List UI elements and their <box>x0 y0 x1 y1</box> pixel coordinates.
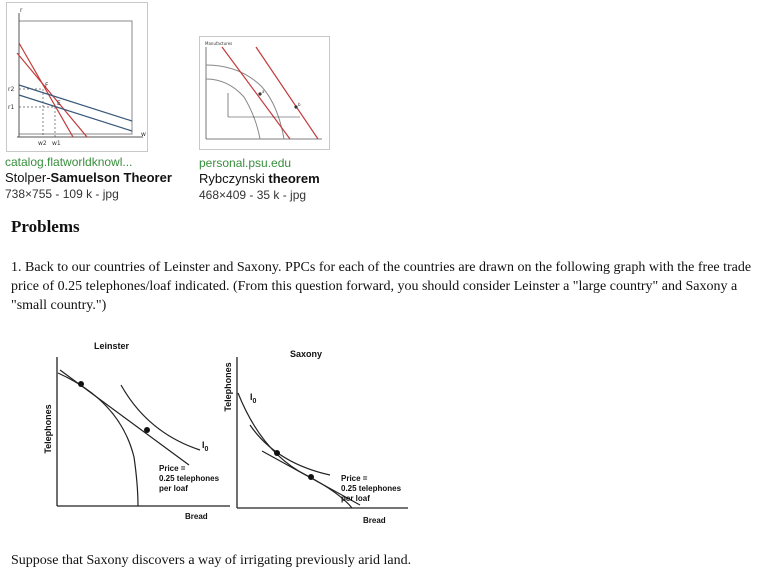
result-source[interactable]: catalog.flatworldknowl... <box>5 155 133 169</box>
axis-w-label: w <box>141 131 146 138</box>
image-result-stolper-samuelson[interactable] <box>0 0 190 205</box>
r2-label: r2 <box>8 86 15 93</box>
leinster-price-line3: per loaf <box>159 484 188 493</box>
saxony-x-axis-label: Bread <box>363 516 386 525</box>
curve-label-letter: I <box>202 440 205 450</box>
leinster-panel <box>43 341 230 521</box>
leinster-price-line2: 0.25 telephones <box>159 474 220 483</box>
saxony-price-line3: per loaf <box>341 494 370 503</box>
leinster-price-line1: Price = <box>159 464 186 473</box>
saxony-price-line1: Price = <box>341 474 368 483</box>
leinster-indifference-curve <box>121 385 200 450</box>
axis-r-label: r <box>20 7 23 14</box>
leinster-production-point <box>78 381 84 387</box>
followup-text: Suppose that Saxony discovers a way of irrigating previously arid land. <box>11 553 412 568</box>
saxony-production-point <box>308 474 314 480</box>
leinster-curve-label <box>202 440 209 453</box>
saxony-title: Saxony <box>290 349 323 359</box>
axis-label: Manufactures <box>205 41 233 46</box>
result-info: 468×409 - 35 k - jpg <box>199 188 307 202</box>
w2-label: w2 <box>38 140 47 147</box>
saxony-y-axis-label: Telephones <box>223 362 233 412</box>
result-title-prefix: Stolper- <box>5 170 51 185</box>
thumbnail-image[interactable] <box>6 2 148 152</box>
saxony-curve-label <box>250 392 257 405</box>
leinster-consumption-point <box>144 427 150 433</box>
leinster-x-axis-label: Bread <box>185 512 208 521</box>
pt-a-label: a <box>262 89 265 94</box>
leinster-y-axis-label: Telephones <box>43 404 53 454</box>
result-title-bold: Samuelson Theorer <box>50 170 172 185</box>
r1-label: r1 <box>8 104 15 111</box>
leinster-title: Leinster <box>94 341 130 351</box>
curve-label-subscript: 0 <box>252 398 257 405</box>
saxony-price-line2: 0.25 telephones <box>341 484 402 493</box>
result-title[interactable] <box>5 170 172 186</box>
saxony-indifference-curve <box>250 425 330 475</box>
pt-b-label: b <box>298 102 301 107</box>
image-result-rybczynski[interactable] <box>195 0 345 208</box>
result-info: 738×755 - 109 k - jpg <box>5 187 119 201</box>
stolper-samuelson-diagram <box>7 3 147 151</box>
saxony-panel <box>223 349 408 525</box>
problems-heading: Problems <box>11 217 80 236</box>
result-title[interactable] <box>199 171 320 187</box>
result-source[interactable]: personal.psu.edu <box>199 156 292 170</box>
ppc-figure <box>30 335 430 535</box>
point-f-label: F <box>45 82 49 89</box>
rybczynski-diagram <box>200 37 329 149</box>
curve-label-subscript: 0 <box>204 446 209 453</box>
w1-label: w1 <box>52 140 61 147</box>
result-title-prefix: Rybczynski <box>199 171 269 186</box>
question-1-text: 1. Back to our countries of Leinster and Saxony. PPCs for each of the countries are drawn on the following graph with the free trade price of 0.25 telephones/loaf indicated. (From this question forward, you should consider Leinster a "large country" and Saxony a "small country.") <box>11 260 752 313</box>
point-e-label: E <box>57 100 61 107</box>
thumbnail-image[interactable] <box>199 36 330 150</box>
result-title-bold: theorem <box>268 171 320 186</box>
curve-label-letter: I <box>250 392 253 402</box>
saxony-consumption-point <box>274 450 280 456</box>
